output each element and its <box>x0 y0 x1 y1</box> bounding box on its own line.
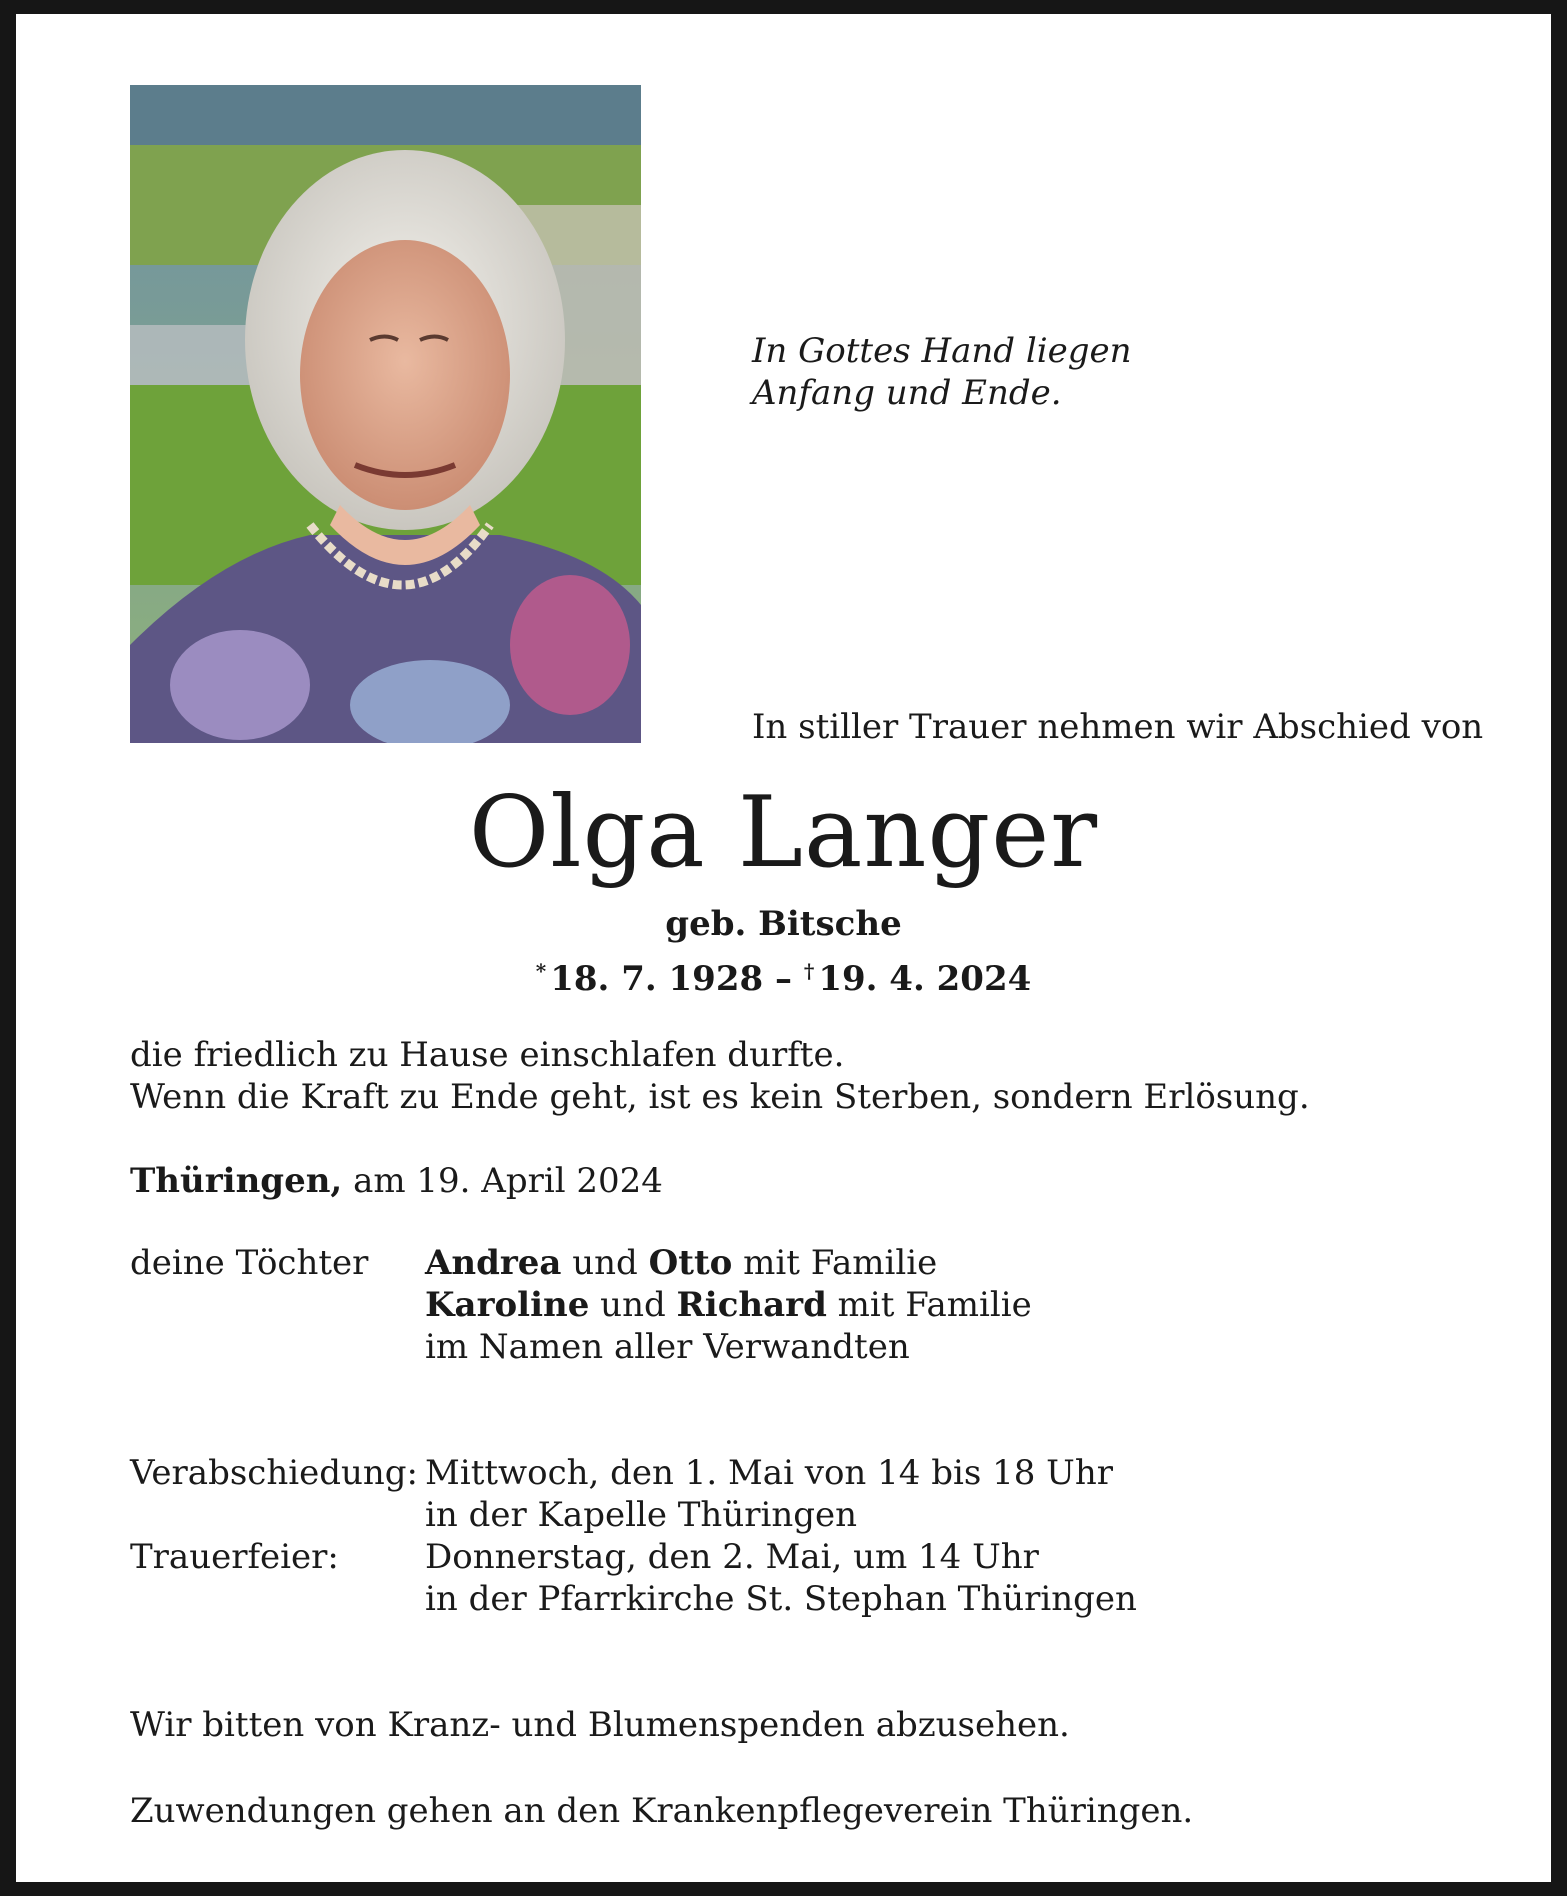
deceased-name-text: Olga Langer <box>468 776 1099 890</box>
farewell-line-2: in der Kapelle Thüringen <box>425 1495 858 1535</box>
maiden-name: geb. Bitsche <box>665 904 902 944</box>
date-text: am 19. April 2024 <box>353 1161 663 1201</box>
motto-line-2: Anfang und Ende. <box>752 373 1062 413</box>
place-date <box>130 1160 663 1202</box>
body-text <box>130 1034 1310 1118</box>
mourner-name: Karoline <box>425 1285 590 1325</box>
mourner-row-1 <box>425 1242 1032 1284</box>
mourner-conj: und <box>600 1285 666 1325</box>
date-separator: – <box>775 959 792 999</box>
death-date: 19. 4. 2024 <box>818 959 1032 999</box>
label-spacer <box>130 1494 418 1536</box>
farewell-label: Verabschiedung: <box>130 1453 419 1493</box>
mourners-label: deine Töchter <box>130 1243 369 1283</box>
mourners-list <box>425 1242 1032 1368</box>
mourner-conj: und <box>572 1243 638 1283</box>
donation-note: Zuwendungen gehen an den Krankenpflegeverein Thüringen. <box>130 1791 1194 1831</box>
intro-text: In stiller Trauer nehmen wir Abschied von <box>752 707 1484 747</box>
death-mark: † <box>803 959 815 983</box>
funeral-label: Trauerfeier: <box>130 1537 339 1577</box>
services-labels <box>130 1452 418 1578</box>
body-line-1: die friedlich zu Hause einschlafen durfte. <box>130 1035 845 1075</box>
deceased-name <box>0 778 1567 888</box>
birth-mark: * <box>535 959 547 983</box>
mourner-row-3: im Namen aller Verwandten <box>425 1327 910 1367</box>
funeral-line-2: in der Pfarrkirche St. Stephan Thüringen <box>425 1579 1137 1619</box>
mourner-name: Richard <box>676 1285 827 1325</box>
mourner-name: Otto <box>648 1243 733 1283</box>
funeral-line-1: Donnerstag, den 2. Mai, um 14 Uhr <box>425 1537 1039 1577</box>
portrait-image <box>130 85 641 743</box>
mourner-suffix: mit Familie <box>743 1243 938 1283</box>
motto-line-1: In Gottes Hand liegen <box>752 331 1132 371</box>
motto <box>752 330 1132 414</box>
body-line-2: Wenn die Kraft zu Ende geht, ist es kein Sterben, sondern Erlösung. <box>130 1077 1310 1117</box>
place-name: Thüringen, <box>130 1161 343 1201</box>
flowers-note: Wir bitten von Kranz- und Blumenspenden abzusehen. <box>130 1705 1070 1745</box>
mourner-row-2 <box>425 1284 1032 1326</box>
life-dates <box>0 950 1567 1000</box>
farewell-line-1: Mittwoch, den 1. Mai von 14 bis 18 Uhr <box>425 1453 1113 1493</box>
mourner-suffix: mit Familie <box>837 1285 1032 1325</box>
birth-date: 18. 7. 1928 <box>550 959 764 999</box>
services-values <box>425 1452 1137 1620</box>
portrait-photo <box>130 85 641 743</box>
mourner-name: Andrea <box>425 1243 562 1283</box>
